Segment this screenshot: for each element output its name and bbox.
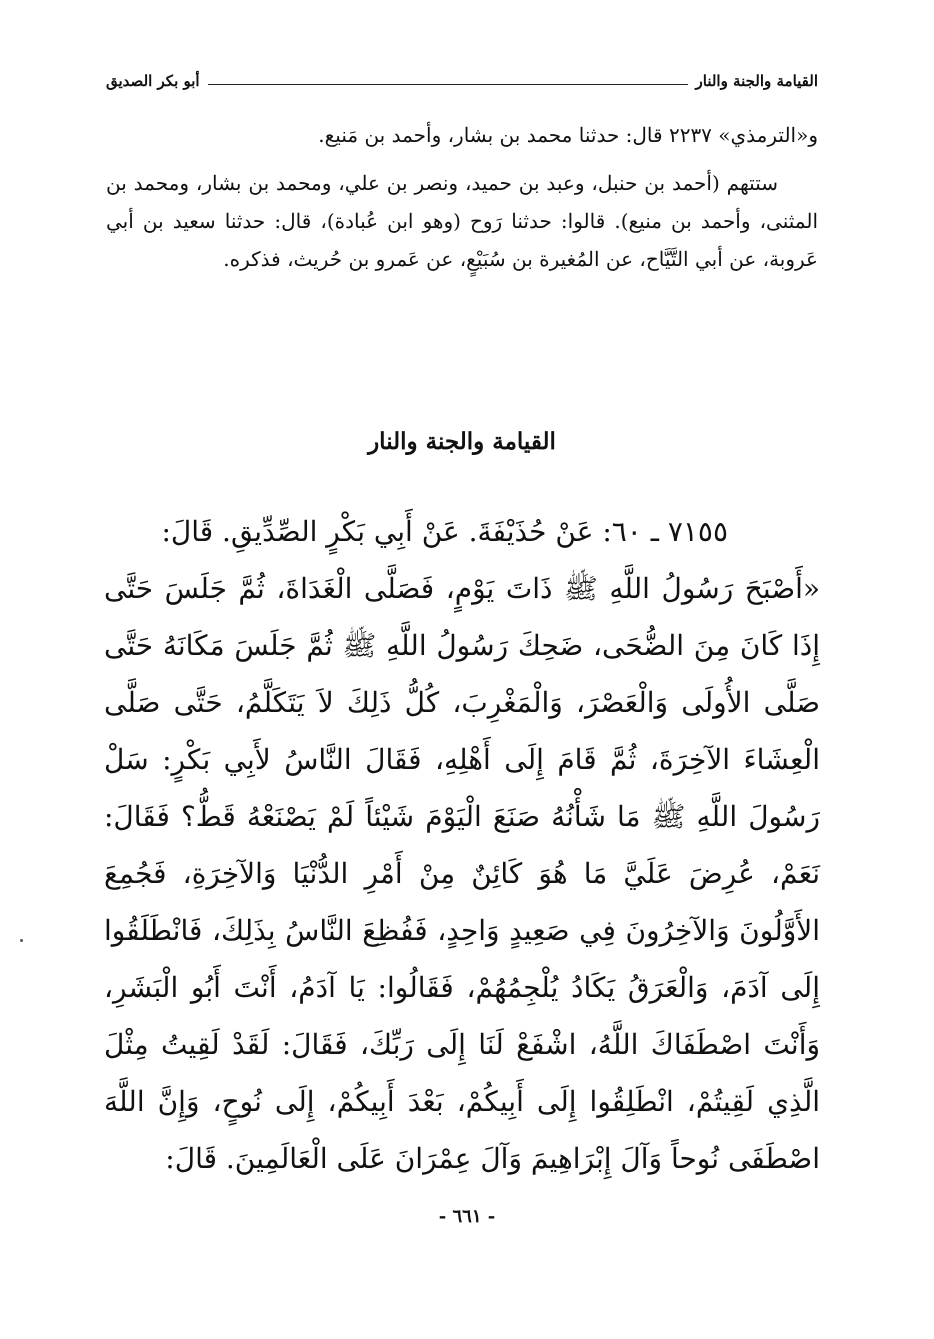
footnote-tirmidhi: و«الترمذي» ٢٢٣٧ قال: حدثنا محمد بن بشار، وأحمد بن مَنيع. <box>318 123 818 147</box>
header-chapter-title: القيامة والجنة والنار <box>695 72 818 90</box>
margin-speck <box>20 939 23 942</box>
hadith-text: «أَصْبَحَ رَسُولُ اللَّهِ ﷺ ذَاتَ يَوْمٍ، فَصَلَّى الْغَدَاةَ، ثُمَّ جَلَسَ حَتَّى إِذَا كَانَ مِنَ الضُّحَى، ضَحِكَ رَسُولُ اللَّهِ ﷺ ثُمَّ جَلَسَ مَكَانَهُ حَتَّى صَلَّى الأُولَى وَالْعَصْرَ، وَالْمَغْرِبَ، كُلُّ ذَلِكَ لاَ يَتَكَلَّمُ، حَتَّى صَلَّى الْعِشَاءَ الآخِرَةَ، ثُمَّ قَامَ إِلَى أَهْلِهِ، فَقَالَ النَّاسُ لأَبِي بَكْرٍ: سَلْ رَسُولَ اللَّهِ ﷺ مَا شَأْنُهُ صَنَعَ الْيَوْمَ شَيْئاً لَمْ يَصْنَعْهُ قَطُّ؟ فَقَالَ: نَعَمْ، عُرِضَ عَلَيَّ مَا هُوَ كَائِنٌ مِنْ أَمْرِ الدُّنْيَا وَالآخِرَةِ، فَجُمِعَ الأَوَّلُونَ وَالآخِرُونَ فِي صَعِيدٍ وَاحِدٍ، فَفُظِعَ النَّاسُ بِذَلِكَ، فَانْطَلَقُوا إِلَى آدَمَ، وَالْعَرَقُ يَكَادُ يُلْجِمُهُمْ، فَقَالُوا: يَا آدَمُ، أَنْتَ أَبُو الْبَشَرِ، وَأَنْتَ اصْطَفَاكَ اللَّهُ، اشْفَعْ لَنَا إِلَى رَبِّكَ، فَقَالَ: لَقَدْ لَقِيتُ مِثْلَ الَّذِي لَقِيتُمْ، انْطَلِقُوا إِلَى أَبِيكُمْ، بَعْدَ أَبِيكُمْ، إِلَى نُوحٍ، وَإِنَّ اللَّهَ اصْطَفَى نُوحاً وَآلَ إِبْرَاهِيمَ وَآلَ عِمْرَانَ عَلَى الْعَالَمِينَ. قَالَ: <box>104 572 820 1175</box>
header-book-title: أبو بكر الصديق <box>106 72 200 90</box>
footnote-transmitters: ستتهم (أحمد بن حنبل، وعبد بن حميد، ونصر بن علي، ومحمد بن بشار، ومحمد بن المثنى، وأحمد بن منيع). قالوا: حدثنا رَوح (وهو ابن عُبادة)، قال: حدثنا سعيد بن أبي عَروبة، عن أبي التَّيَّاح، عن المُغيرة بن سُبَيْعٍ، عن عَمرو بن حُريث، فذكره. <box>106 171 818 271</box>
section-title: القيامة والجنة والنار <box>368 428 556 455</box>
header-rule <box>208 84 688 85</box>
hadith-heading: ٧١٥٥ ـ ٦٠: عَنْ حُذَيْفَةَ. عَنْ أَبِي بَكْرٍ الصِّدِّيقِ. قَالَ: <box>161 515 728 548</box>
hadith-block <box>104 503 820 1187</box>
running-header <box>106 66 818 96</box>
page-number: - ٦٦١ - <box>438 1206 496 1227</box>
